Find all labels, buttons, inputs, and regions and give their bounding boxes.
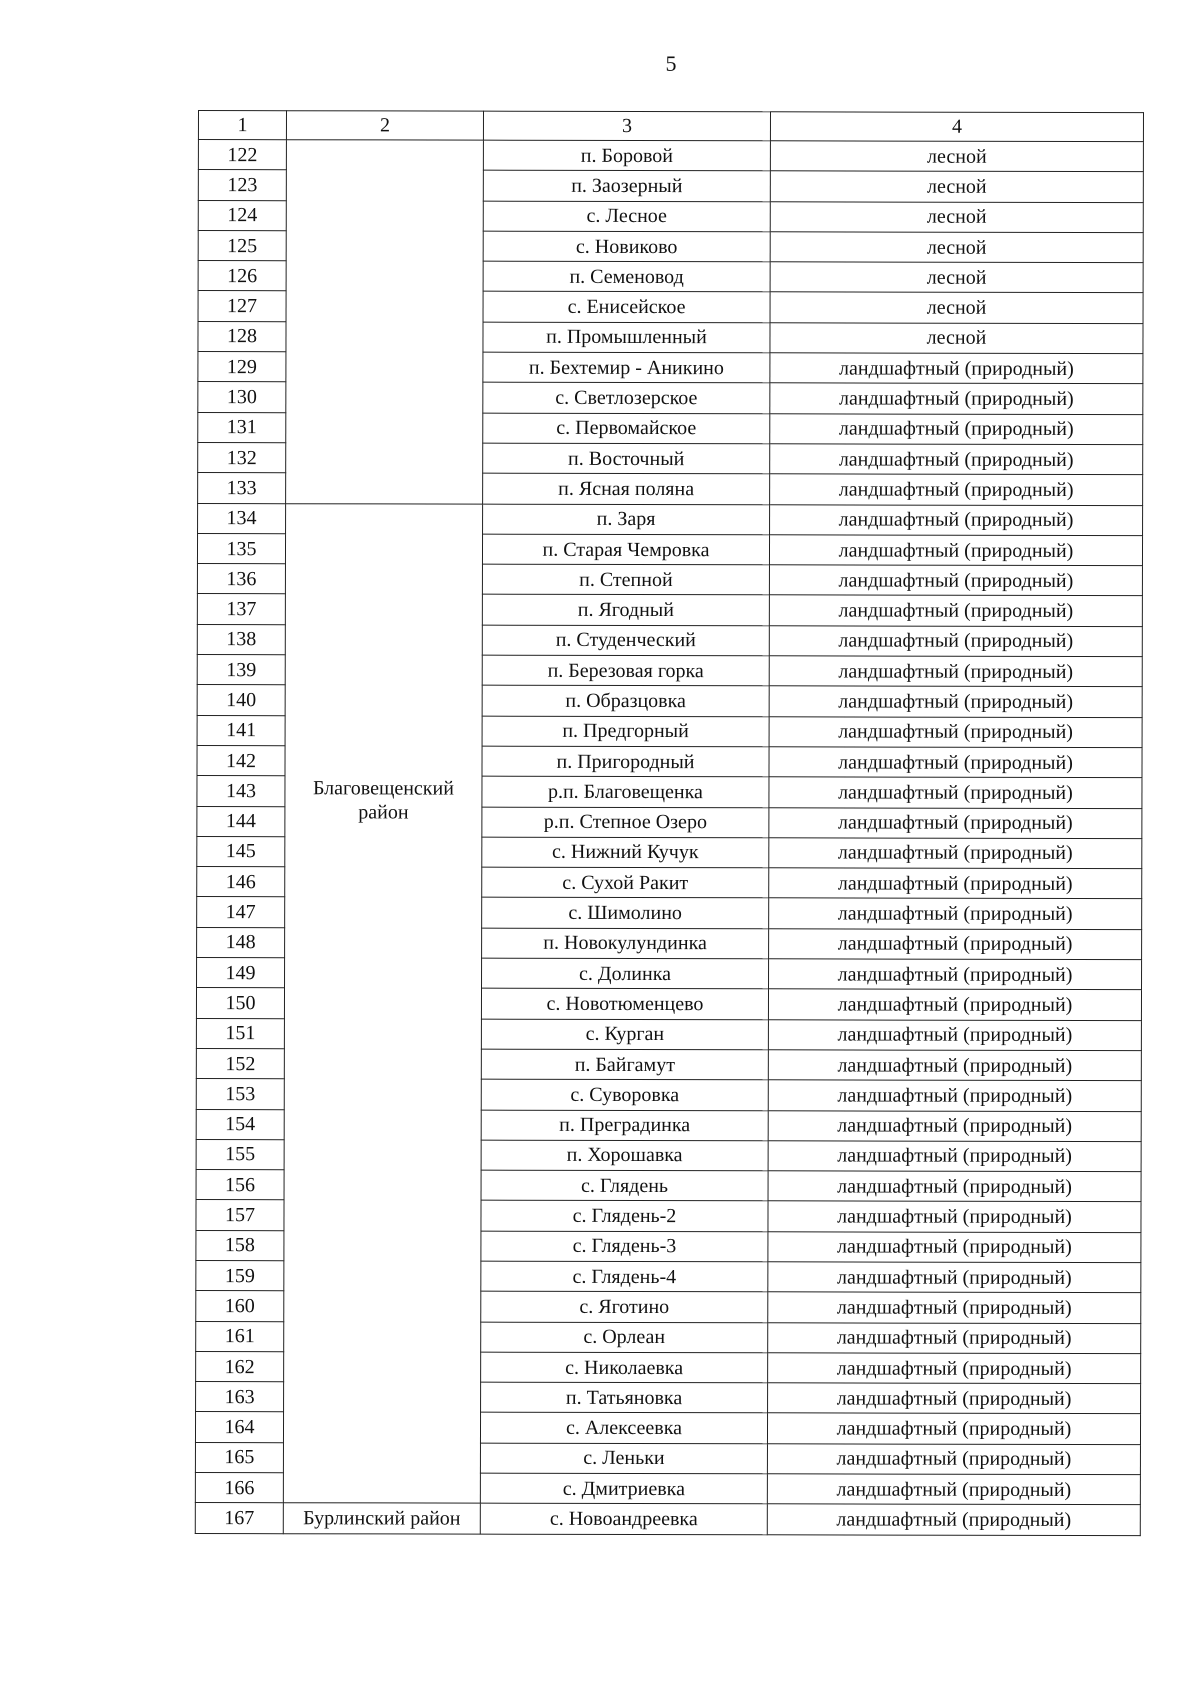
settlement-name: с. Новиково: [483, 231, 770, 262]
settlement-name: с. Глядень-4: [481, 1261, 768, 1292]
column-header-1: 1: [198, 111, 286, 140]
row-number: 167: [195, 1503, 283, 1533]
row-number: 142: [197, 745, 285, 775]
settlement-type: лесной: [770, 141, 1143, 172]
row-number: 126: [198, 261, 286, 291]
row-number: 146: [197, 867, 285, 897]
settlement-type: ландшафтный (природный): [768, 1322, 1141, 1353]
settlement-type: ландшафтный (природный): [769, 626, 1142, 657]
settlement-name: с. Алексеевка: [480, 1413, 767, 1444]
district-label: Благовещенский район: [312, 777, 454, 824]
settlement-type: ландшафтный (природный): [770, 383, 1143, 414]
row-number: 159: [196, 1260, 284, 1290]
settlement-type: ландшафтный (природный): [770, 353, 1143, 384]
settlement-type: ландшафтный (природный): [769, 838, 1142, 869]
table-header: [198, 111, 1143, 142]
settlement-name: с. Дмитриевка: [480, 1473, 767, 1504]
row-number: 151: [196, 1018, 284, 1048]
row-number: 134: [198, 503, 286, 533]
settlement-name: с. Сухой Ракит: [482, 867, 769, 898]
row-number: 130: [198, 382, 286, 412]
settlement-name: с. Светлозерское: [483, 383, 770, 414]
settlement-type: лесной: [770, 323, 1143, 354]
settlement-name: с. Глядень-3: [481, 1231, 768, 1262]
row-number: 144: [197, 806, 285, 836]
settlement-name: с. Курган: [481, 1019, 768, 1050]
page-number: 5: [665, 51, 677, 76]
settlement-type: ландшафтный (природный): [769, 595, 1142, 626]
settlement-name: п. Ясная поляна: [483, 473, 770, 504]
row-number: 157: [196, 1200, 284, 1230]
settlement-name: с. Нижний Кучук: [482, 837, 769, 868]
settlement-type: ландшафтный (природный): [769, 656, 1142, 687]
settlement-type: ландшафтный (природный): [768, 1353, 1141, 1384]
settlement-type: ландшафтный (природный): [767, 1413, 1140, 1444]
settlement-type: ландшафтный (природный): [768, 1201, 1141, 1232]
district-cell: [283, 503, 482, 1503]
row-number: 145: [197, 836, 285, 866]
settlement-name: с. Первомайское: [483, 413, 770, 444]
settlement-name: п. Степной: [482, 564, 769, 595]
settlement-type: лесной: [770, 232, 1143, 263]
settlement-name: п. Образцовка: [482, 685, 769, 716]
row-number: 129: [198, 352, 286, 382]
settlement-type: ландшафтный (природный): [769, 686, 1142, 717]
row-number: 131: [198, 412, 286, 442]
settlement-type: ландшафтный (природный): [767, 1444, 1140, 1475]
row-number: 158: [196, 1230, 284, 1260]
settlement-type: ландшафтный (природный): [770, 413, 1143, 444]
table-row: [198, 140, 1143, 172]
settlement-type: ландшафтный (природный): [769, 929, 1142, 960]
settlement-type: ландшафтный (природный): [770, 444, 1143, 475]
column-header-4: 4: [770, 112, 1143, 142]
settlement-name: с. Новотюменцево: [481, 988, 768, 1019]
settlement-type: ландшафтный (природный): [769, 565, 1142, 596]
settlement-type: ландшафтный (природный): [768, 1383, 1141, 1414]
row-number: 127: [198, 291, 286, 321]
row-number: 164: [195, 1412, 283, 1442]
settlement-type: лесной: [770, 262, 1143, 293]
settlement-name: п. Березовая горка: [482, 655, 769, 686]
settlement-type: ландшафтный (природный): [768, 1262, 1141, 1293]
settlement-name: с. Орлеан: [481, 1322, 768, 1353]
settlement-type: ландшафтный (природный): [768, 1141, 1141, 1172]
settlement-type: ландшафтный (природный): [769, 868, 1142, 899]
settlement-name: п. Предгорный: [482, 716, 769, 747]
settlement-name: с. Шимолино: [482, 898, 769, 929]
settlement-type: ландшафтный (природный): [768, 1019, 1141, 1050]
settlement-type: лесной: [770, 201, 1143, 232]
settlement-name: п. Боровой: [483, 140, 770, 171]
settlement-name: с. Леньки: [480, 1443, 767, 1474]
row-number: 156: [196, 1170, 284, 1200]
settlement-type: ландшафтный (природный): [767, 1504, 1140, 1535]
row-number: 148: [197, 927, 285, 957]
district-cell: Бурлинский район: [283, 1503, 480, 1534]
header-row: [198, 111, 1143, 142]
settlement-name: с. Глядень-2: [481, 1201, 768, 1232]
settlement-name: п. Преградинка: [481, 1110, 768, 1141]
settlement-name: с. Лесное: [483, 201, 770, 232]
row-number: 162: [196, 1351, 284, 1381]
settlement-type: лесной: [770, 171, 1143, 202]
settlement-type: ландшафтный (природный): [769, 716, 1142, 747]
settlement-type: ландшафтный (природный): [768, 1050, 1141, 1081]
row-number: 166: [195, 1473, 283, 1503]
settlement-type: ландшафтный (природный): [769, 747, 1142, 778]
settlement-name: п. Студенческий: [482, 625, 769, 656]
table-body: [195, 140, 1143, 1536]
settlement-name: п. Бехтемир - Аникино: [483, 352, 770, 383]
row-number: 125: [198, 230, 286, 260]
row-number: 128: [198, 321, 286, 351]
settlement-type: ландшафтный (природный): [769, 535, 1142, 566]
row-number: 154: [196, 1109, 284, 1139]
row-number: 150: [196, 988, 284, 1018]
table-row: [198, 503, 1143, 535]
settlement-name: с. Долинка: [482, 958, 769, 989]
row-number: 141: [197, 715, 285, 745]
row-number: 149: [197, 958, 285, 988]
row-number: 165: [195, 1442, 283, 1472]
row-number: 132: [198, 442, 286, 472]
settlement-type: ландшафтный (природный): [768, 989, 1141, 1020]
row-number: 155: [196, 1139, 284, 1169]
settlement-type: ландшафтный (природный): [770, 504, 1143, 535]
settlement-name: п. Восточный: [483, 443, 770, 474]
row-number: 124: [198, 200, 286, 230]
settlement-name: с. Енисейское: [483, 292, 770, 323]
settlement-type: лесной: [770, 292, 1143, 323]
row-number: 143: [197, 776, 285, 806]
settlement-name: с. Яготино: [481, 1291, 768, 1322]
row-number: 138: [197, 624, 285, 654]
settlement-name: р.п. Благовещенка: [482, 776, 769, 807]
table-row: [195, 1503, 1140, 1535]
row-number: 140: [197, 685, 285, 715]
row-number: 160: [196, 1291, 284, 1321]
settlement-name: п. Байгамут: [481, 1049, 768, 1080]
row-number: 152: [196, 1048, 284, 1078]
settlement-type: ландшафтный (природный): [768, 1110, 1141, 1141]
settlement-name: п. Старая Чемровка: [482, 534, 769, 565]
column-header-2: 2: [286, 111, 483, 140]
row-number: 163: [196, 1382, 284, 1412]
settlement-name: с. Суворовка: [481, 1079, 768, 1110]
settlement-name: п. Ягодный: [482, 595, 769, 626]
settlement-name: п. Семеновод: [483, 261, 770, 292]
settlement-type: ландшафтный (природный): [769, 777, 1142, 808]
settlement-type: ландшафтный (природный): [768, 1171, 1141, 1202]
settlement-name: п. Новокулундинка: [482, 928, 769, 959]
settlement-name: п. Пригородный: [482, 746, 769, 777]
row-number: 123: [198, 170, 286, 200]
row-number: 147: [197, 897, 285, 927]
settlement-name: п. Заря: [483, 504, 770, 535]
settlement-type: ландшафтный (природный): [768, 1231, 1141, 1262]
district-cell: [286, 140, 484, 504]
settlement-name: с. Глядень: [481, 1170, 768, 1201]
settlement-name: п. Хорошавка: [481, 1140, 768, 1171]
row-number: 133: [198, 473, 286, 503]
settlement-type: ландшафтный (природный): [769, 959, 1142, 990]
row-number: 161: [196, 1321, 284, 1351]
settlement-name: п. Заозерный: [483, 170, 770, 201]
settlement-name: с. Николаевка: [481, 1352, 768, 1383]
row-number: 139: [197, 655, 285, 685]
settlement-type: ландшафтный (природный): [768, 1292, 1141, 1323]
row-number: 137: [197, 594, 285, 624]
settlement-name: п. Промышленный: [483, 322, 770, 353]
row-number: 135: [197, 533, 285, 563]
settlement-type: ландшафтный (природный): [769, 898, 1142, 929]
settlement-type: ландшафтный (природный): [767, 1474, 1140, 1505]
column-header-3: 3: [483, 111, 770, 141]
settlements-table: [195, 110, 1144, 1536]
settlement-type: ландшафтный (природный): [769, 807, 1142, 838]
district-label: [290, 142, 479, 413]
settlement-type: ландшафтный (природный): [770, 474, 1143, 505]
row-number: 153: [196, 1079, 284, 1109]
row-number: 136: [197, 564, 285, 594]
settlement-name: п. Татьяновка: [481, 1382, 768, 1413]
settlement-name: с. Новоандреевка: [480, 1504, 767, 1535]
row-number: 122: [198, 140, 286, 170]
settlement-type: ландшафтный (природный): [768, 1080, 1141, 1111]
settlement-name: р.п. Степное Озеро: [482, 807, 769, 838]
